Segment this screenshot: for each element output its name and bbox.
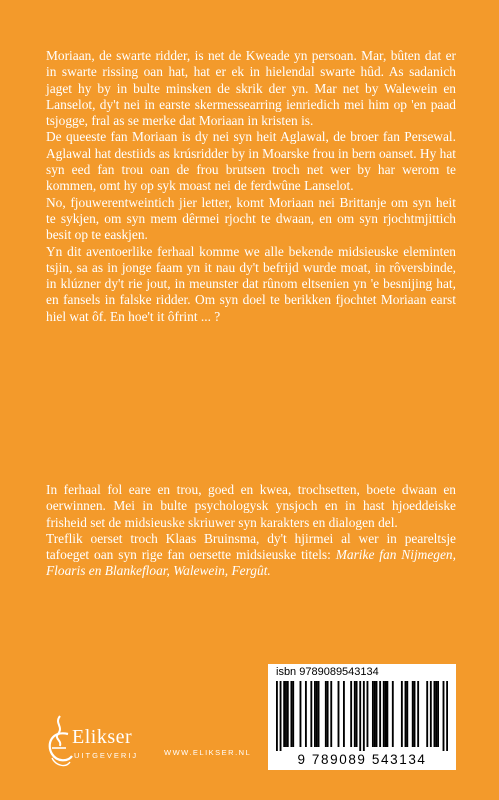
- barcode-bar: [338, 681, 340, 747]
- barcode-bar: [285, 681, 287, 747]
- barcode-bar: [280, 681, 282, 751]
- barcode-bar: [325, 681, 327, 747]
- barcode-bar: [318, 681, 320, 747]
- barcode-bar: [327, 681, 329, 747]
- barcode-bar: [314, 681, 316, 747]
- barcode-bar: [343, 681, 345, 747]
- barcode-bar: [305, 681, 307, 747]
- barcode-bar: [430, 681, 432, 747]
- publisher-subtitle: UITGEVERIJ: [74, 751, 139, 760]
- barcode-bar: [435, 681, 437, 747]
- barcode-bar: [287, 681, 289, 747]
- barcode-bar: [383, 681, 385, 747]
- barcode-bar: [386, 681, 388, 747]
- barcode-bar: [426, 681, 428, 747]
- barcode-bars: [276, 681, 448, 751]
- barcode-bar: [316, 681, 318, 747]
- barcode-bar: [406, 681, 408, 747]
- translated-titles: Marike fan Nijmegen, Floaris en Blankefloar, Walewein, Fergût.: [46, 547, 456, 579]
- blurb-part-two: [46, 482, 456, 580]
- barcode-bar: [300, 681, 302, 747]
- barcode-bar: [434, 681, 436, 747]
- publisher-logo: [44, 712, 174, 772]
- blurb-paragraph: In ferhaal fol eare en trou, goed en kwea, trochsetten, boete dwaan en oerwinnen. Mei in bulte psychologysk ynsjoch en in hast hjoeddeiske frisheid set de midsieuske skriuwer syn karakters en dialogen del.: [46, 482, 456, 530]
- translator-note: Treflik oerset troch Klaas Bruinsma, dy't hjirmei al wer in peareltsje tafoeget oan syn rige fan oersette midsieuske titels:: [46, 530, 456, 563]
- isbn-label: isbn 9789089543134: [276, 666, 379, 678]
- barcode-bar: [385, 681, 387, 747]
- barcode-bar: [392, 681, 394, 747]
- barcode-bar: [283, 681, 285, 747]
- barcode-bar: [310, 681, 312, 747]
- barcode-bar: [367, 681, 369, 747]
- barcode-digits: 9 789089 543134: [297, 752, 427, 767]
- barcode-bar: [350, 681, 352, 747]
- barcode-bar: [330, 681, 332, 747]
- blurb-paragraph: No, fjouwerentweintich jier letter, komt Moriaan nei Brittanje om syn heit te sykjen, om syn mem dêrmei rjocht te dwaan, en om syn rjochtmjittich besit op te easkjen.: [46, 194, 456, 243]
- barcode-bar: [376, 681, 378, 747]
- publisher-website: WWW.ELIKSER.NL: [164, 748, 252, 757]
- barcode-bar: [356, 681, 358, 747]
- blurb-paragraph: Moriaan, de swarte ridder, is net de Kweade yn persoan. Mar, bûten dat er in swarte rissing oan hat, hat er ek in hielendal swarte hûd. As sadanich jaget hy by in bulte minsken de skrik der yn. Mar net by Walewein en Lanselot, dy't nei in earste skermessearring ienriedich mei him op 'en paad tsjogge, fral as se merke dat Moriaan in kristen is.: [46, 48, 456, 129]
- isbn-barcode: [268, 664, 456, 770]
- publisher-name: Elikser: [72, 726, 133, 748]
- barcode-bar: [374, 681, 376, 747]
- barcode-bar: [276, 681, 278, 751]
- blurb-part-one: [46, 48, 456, 325]
- barcode-bar: [290, 681, 292, 747]
- blurb-paragraph: [46, 531, 456, 580]
- blurb-paragraph: Yn dit aventoerlike ferhaal komme we alle bekende midsieuske eleminten tsjin, sa as in jonge faam yn it nau dy't befrijd wurde moat, in rôversbinde, in klúzner dy't rie jout, in meunster dat rûnom eltsenien yn 'e besnijing hat, en fansels in falske ridder. Om syn doel te berikken fjochtet Moriaan earst hiel wat ôf. En hoe't it ôfrint ... ?: [46, 243, 456, 324]
- barcode-bar: [437, 681, 439, 747]
- barcode-bar: [443, 681, 445, 751]
- barcode-bar: [379, 681, 381, 747]
- barcode-bar: [446, 681, 448, 751]
- barcode-bar: [292, 681, 294, 747]
- barcode-bar: [414, 681, 416, 747]
- barcode-bar: [372, 681, 374, 747]
- barcode-bar: [401, 681, 403, 747]
- barcode-bar: [359, 681, 361, 751]
- barcode-bar: [417, 681, 419, 747]
- barcode-bar: [412, 681, 414, 747]
- barcode-bar: [354, 681, 356, 747]
- blurb-paragraph: De queeste fan Moriaan is dy nei syn heit Aglawal, de broer fan Persewal. Aglawal hat destiids as krúsridder by in Moarske frou in bern oanset. Hy hat syn eed fan trou oan de frou brutsen troch net wer by har werom te kommen, omt hy op syk moast nei de ferdwûne Lanselot.: [46, 129, 456, 194]
- barcode-bar: [405, 681, 407, 747]
- barcode-bar: [363, 681, 365, 751]
